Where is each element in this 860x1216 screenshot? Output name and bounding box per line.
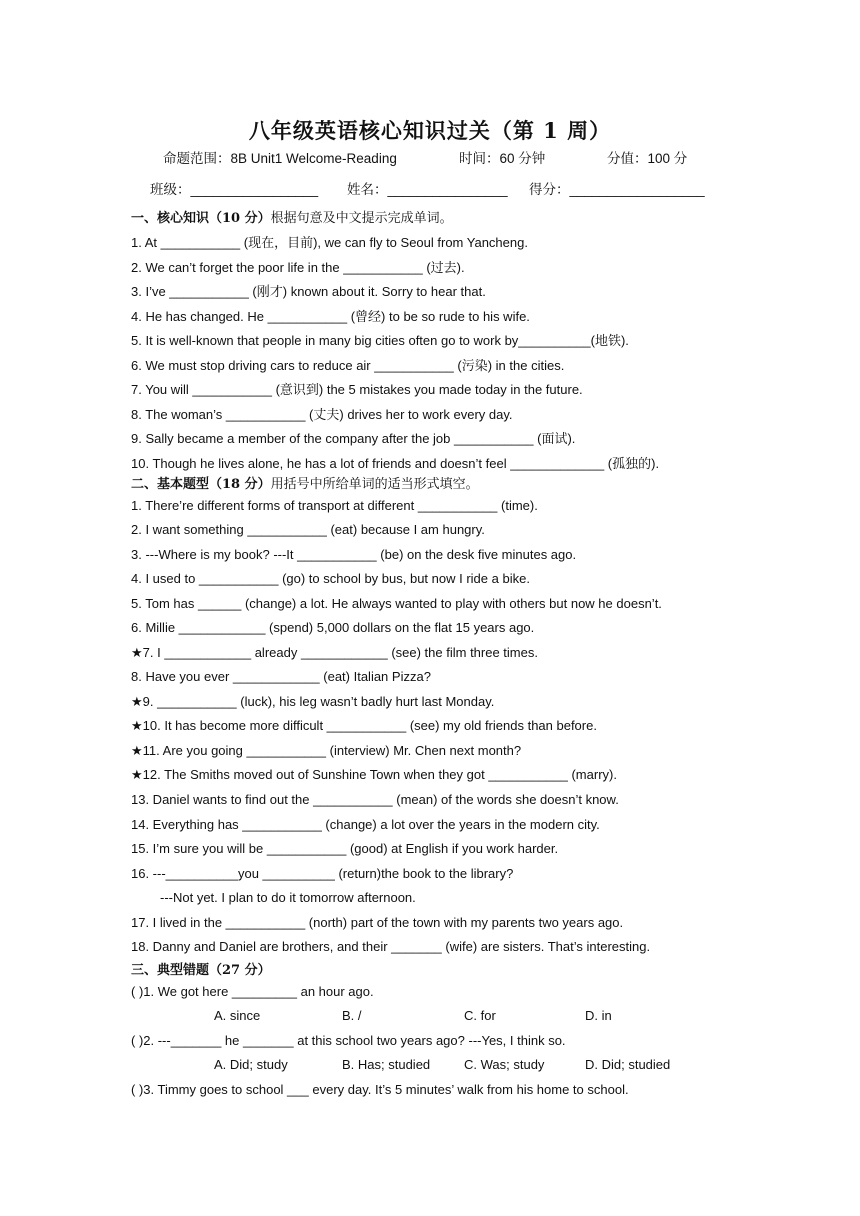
question: ★11. Are you going ___________ (interview) Mr. Chen next month? <box>131 743 522 758</box>
option-d: D. in <box>585 1008 612 1023</box>
question: 5. It is well-known that people in many big cities often go to work by__________(地铁). <box>131 333 629 348</box>
question: 8. Have you ever ____________ (eat) Italian Pizza? <box>131 669 431 684</box>
section-1-heading <box>131 207 453 226</box>
question: 4. He has changed. He ___________ (曾经) to be so rude to his wife. <box>131 309 530 324</box>
class-field: 班级：_________________ <box>150 182 319 197</box>
question: 2. I want something ___________ (eat) because I am hungry. <box>131 522 485 537</box>
exam-scope: 命题范围：8B Unit1 Welcome-Reading <box>163 151 397 166</box>
question: 16. ---__________you __________ (return)the book to the library? <box>131 866 514 881</box>
option-c: C. for <box>464 1008 496 1023</box>
page-title: 八年级英语核心知识过关（第 1 周） <box>248 118 612 143</box>
section-1-instruction: 根据句意及中文提示完成单词。 <box>270 211 453 226</box>
question: 3. I’ve ___________ (刚才) known about it. Sorry to hear that. <box>131 284 486 299</box>
section-3-title: 三、典型错题（27 分） <box>131 963 271 978</box>
question: 14. Everything has ___________ (change) a lot over the years in the modern city. <box>131 817 600 832</box>
question: 6. We must stop driving cars to reduce air ___________ (污染) in the cities. <box>131 358 565 373</box>
name-field: 姓名：________________ <box>347 182 508 197</box>
question: 6. Millie ____________ (spend) 5,000 dollars on the flat 15 years ago. <box>131 620 535 635</box>
question: 2. We can’t forget the poor life in the ___________ (过去). <box>131 260 465 275</box>
option-a: A. Did; study <box>214 1057 288 1072</box>
mc-question: ( )1. We got here _________ an hour ago. <box>131 984 374 999</box>
exam-score: 分值：100 分 <box>607 151 688 166</box>
option-d: D. Did; studied <box>585 1057 671 1072</box>
question: 1. At ___________ (现在，目前), we can fly to Seoul from Yancheng. <box>131 235 528 250</box>
option-b: B. / <box>342 1008 362 1023</box>
question: ★7. I ____________ already ____________ (see) the film three times. <box>131 645 538 660</box>
question: ★10. It has become more difficult ___________ (see) my old friends than before. <box>131 718 597 733</box>
question: 7. You will ___________ (意识到) the 5 mistakes you made today in the future. <box>131 382 583 397</box>
question: 9. Sally became a member of the company after the job ___________ (面试). <box>131 431 576 446</box>
section-2-title: 二、基本题型（18 分） <box>131 477 271 492</box>
mc-question: ( )2. ---_______ he _______ at this school two years ago? ---Yes, I think so. <box>131 1033 566 1048</box>
question: 5. Tom has ______ (change) a lot. He always wanted to play with others but now he doesn’t. <box>131 596 662 611</box>
question: 4. I used to ___________ (go) to school by bus, but now I ride a bike. <box>131 571 530 586</box>
section-2-heading <box>131 473 479 492</box>
question: 3. ---Where is my book? ---It ___________ (be) on the desk five minutes ago. <box>131 547 577 562</box>
exam-time: 时间：60 分钟 <box>459 151 546 166</box>
question: 1. There’re different forms of transport at different ___________ (time). <box>131 498 538 513</box>
question: ★9. ___________ (luck), his leg wasn’t badly hurt last Monday. <box>131 694 495 709</box>
section-3-heading <box>131 959 271 978</box>
section-1-title: 一、核心知识（10 分） <box>131 211 271 226</box>
question: 17. I lived in the ___________ (north) part of the town with my parents two years ago. <box>131 915 624 930</box>
option-b: B. Has; studied <box>342 1057 431 1072</box>
score-field: 得分：__________________ <box>529 182 705 197</box>
question-answer-line: ---Not yet. I plan to do it tomorrow afternoon. <box>160 890 416 905</box>
question: 10. Though he lives alone, he has a lot of friends and doesn’t feel _____________ (孤独的). <box>131 456 660 471</box>
question: 15. I’m sure you will be ___________ (good) at English if you work harder. <box>131 841 559 856</box>
section-2-instruction: 用括号中所给单词的适当形式填空。 <box>270 477 479 492</box>
question: 13. Daniel wants to find out the ___________ (mean) of the words she doesn’t know. <box>131 792 619 807</box>
option-a: A. since <box>214 1008 261 1023</box>
question: 18. Danny and Daniel are brothers, and their _______ (wife) are sisters. That’s interesting. <box>131 939 651 954</box>
option-c: C. Was; study <box>464 1057 545 1072</box>
mc-question: ( )3. Timmy goes to school ___ every day. It’s 5 minutes’ walk from his home to school. <box>131 1082 629 1097</box>
question: ★12. The Smiths moved out of Sunshine Town when they got ___________ (marry). <box>131 767 617 782</box>
question: 8. The woman’s ___________ (丈夫) drives her to work every day. <box>131 407 513 422</box>
